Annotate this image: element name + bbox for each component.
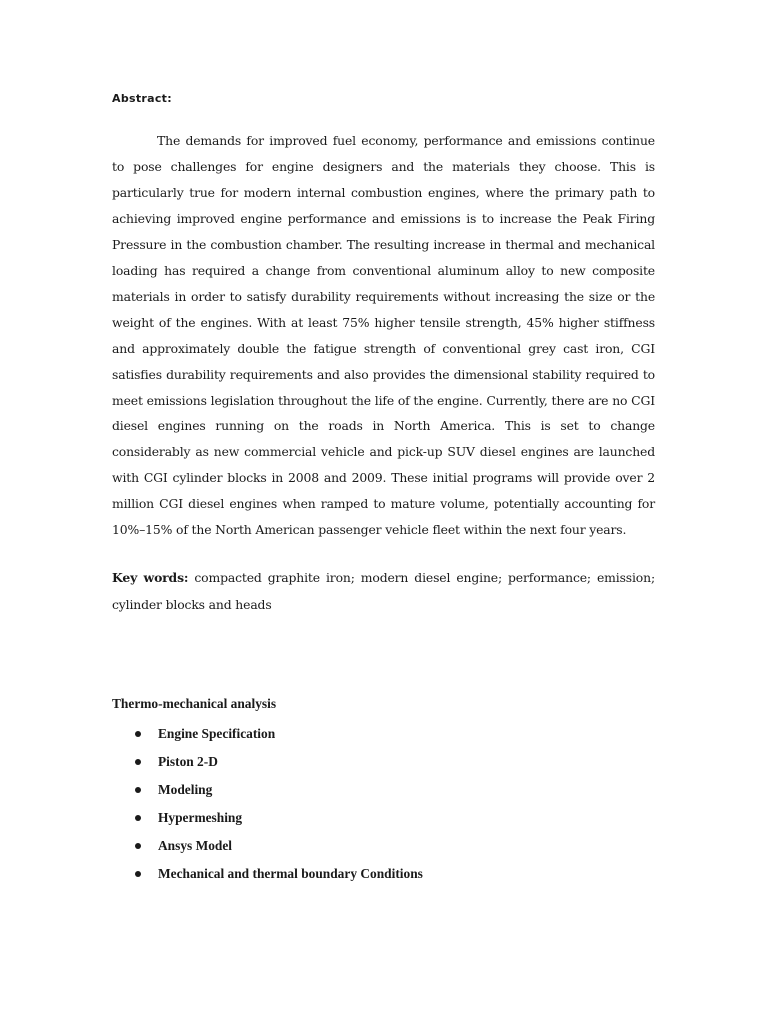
list-item-label: Hypermeshing	[158, 810, 243, 825]
list-item	[112, 720, 612, 748]
bullet-icon	[135, 871, 141, 877]
abstract-heading: Abstract:	[112, 92, 172, 105]
list-item-label: Ansys Model	[158, 838, 233, 853]
keywords-text: compacted graphite iron; modern diesel engine; performance; emission; cylinder blocks and heads	[112, 570, 655, 612]
list-item	[112, 804, 612, 832]
list-item	[112, 832, 612, 860]
list-item	[112, 860, 612, 888]
bullet-icon	[135, 787, 141, 793]
list-item-label: Mechanical and thermal boundary Conditions	[158, 866, 423, 881]
list-item-label: Engine Specification	[158, 726, 276, 741]
bullet-icon	[135, 759, 141, 765]
section-heading: Thermo-mechanical analysis	[112, 696, 277, 711]
list-item	[112, 748, 612, 776]
abstract-paragraph: The demands for improved fuel economy, performance and emissions continue to pose challenges for engine designers and the materials they choose. This is particularly true for modern internal combustion engines, where the primary path to achieving improved engine performance and emissions is to increase the Peak Firing Pressure in the combustion chamber. The resulting increase in thermal and mechanical loading has required a change from conventional aluminum alloy to new composite materials in order to satisfy durability requirements without increasing the size or the weight of the engines. With at least 75% higher tensile strength, 45% higher stiffness and approximately double the fatigue strength of conventional grey cast iron, CGI satisfies durability requirements and also provides the dimensional stability required to meet emissions legislation throughout the life of the engine. Currently, there are no CGI diesel engines running on the roads in North America. This is set to change considerably as new commercial vehicle and pick-up SUV diesel engines are launched with CGI cylinder blocks in 2008 and 2009. These initial programs will provide over 2 million CGI diesel engines when ramped to mature volume, potentially accounting for 10%–15% of the North American passenger vehicle fleet within the next four years.	[112, 133, 655, 538]
list-item-label: Modeling	[158, 782, 213, 797]
bullet-icon	[135, 815, 141, 821]
bullet-icon	[135, 731, 141, 737]
list-item-label: Piston 2-D	[158, 754, 218, 769]
bullet-icon	[135, 843, 141, 849]
analysis-bullet-list	[112, 720, 612, 888]
list-item	[112, 776, 612, 804]
keywords-label: Key words:	[112, 570, 189, 585]
keywords-paragraph	[112, 564, 655, 618]
